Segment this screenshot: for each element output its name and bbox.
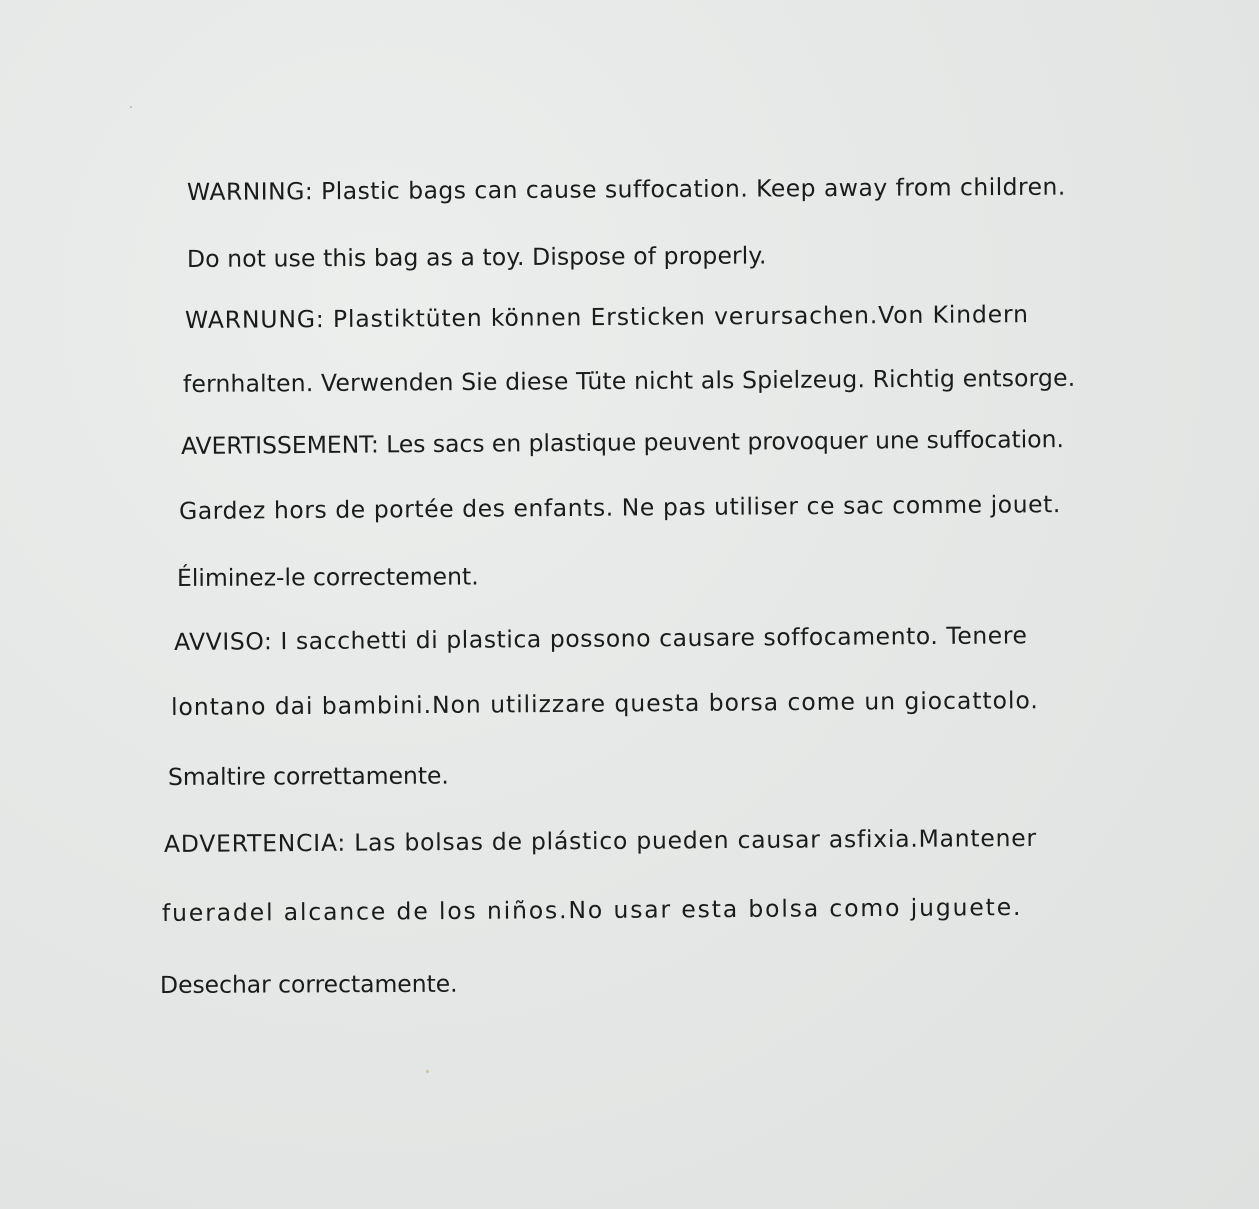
warning-spanish-line-1: ADVERTENCIA: Las bolsas de plástico pueden causar asfixia.Mantener [163, 823, 1037, 858]
warning-italian-line-1: AVVISO: I sacchetti di plastica possono causare soffocamento. Tenere [173, 621, 1028, 656]
warning-english-line-2: Do not use this bag as a toy. Dispose of properly. [186, 241, 767, 273]
warning-spanish-line-2: fueradel alcance de los niños.No usar esta bolsa como juguete. [161, 892, 1023, 927]
warning-german-line-1: WARNUNG: Plastiktüten können Ersticken verursachen.Von Kindern [184, 300, 1029, 334]
paper-speck [426, 1070, 429, 1073]
warning-italian-line-2: lontano dai bambini.Non utilizzare questa borsa come un giocattolo. [170, 686, 1039, 721]
warning-english-line-1: WARNING: Plastic bags can cause suffocation. Keep away from children. [186, 172, 1066, 206]
warning-spanish-line-3: Desechar correctamente. [159, 969, 458, 999]
warning-french-line-3: Éliminez-le correctement. [176, 562, 479, 592]
paper-speck [130, 106, 132, 108]
warning-french-line-1: AVERTISSEMENT: Les sacs en plastique peuvent provoquer une suffocation. [180, 425, 1064, 460]
warning-italian-line-3: Smaltire correttamente. [167, 761, 449, 791]
warning-french-line-2: Gardez hors de portée des enfants. Ne pas utiliser ce sac comme jouet. [178, 490, 1061, 525]
warning-german-line-2: fernhalten. Verwenden Sie diese Tüte nicht als Spielzeug. Richtig entsorge. [182, 363, 1076, 398]
